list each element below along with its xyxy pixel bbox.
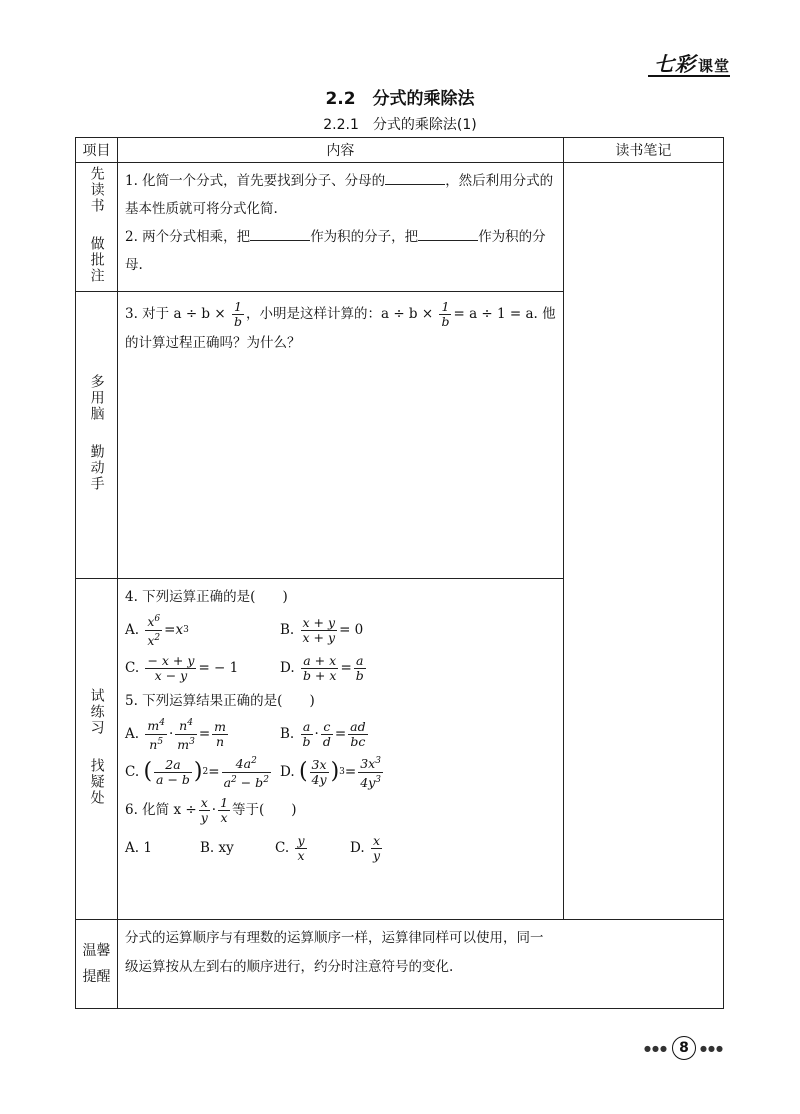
option-a[interactable]: A. $\frac{x^6}{x^2}$ = x 3 (125, 614, 189, 648)
study-table (75, 137, 724, 1009)
fraction: $\frac{1}{b}$ (233, 299, 242, 329)
question-6: 6. 化简 x ÷ $\frac{x}{y}$ · $\frac{1}{x}$ 等于( ) (125, 794, 297, 825)
content-think (118, 292, 564, 579)
label-practice: 试练习 找疑处 (76, 579, 118, 920)
content-read (118, 163, 564, 292)
question-5-options (125, 715, 556, 791)
option-b[interactable]: B. xy (200, 840, 234, 856)
blank-2 (250, 225, 310, 241)
header-row (76, 138, 724, 163)
option-a[interactable]: A. 1 (125, 840, 152, 856)
header-content: 内容 (118, 138, 564, 163)
label-read: 先读书 做批注 (76, 163, 118, 292)
option-d[interactable]: D. $\frac{a + x}{b + x}$ = $\frac{a}{b}$ (280, 652, 364, 683)
label-think: 多用脑 勤动手 (76, 292, 118, 579)
option-d[interactable]: D. ( $\frac{3x}{4y}$ ) 3 = $\frac{3x^3}{4y^3}$ (280, 756, 381, 790)
question-4-options (125, 611, 556, 687)
question-5: 5. 下列运算结果正确的是( ) (125, 693, 315, 709)
question-2: 2. 两个分式相乘，把 作为积的分子，把 作为积的分母. (125, 223, 556, 279)
section-subtitle: 2.2.1 分式的乘除法(1) (323, 117, 477, 133)
question-6-options (125, 829, 556, 867)
row-read (76, 163, 724, 292)
option-c[interactable]: C. ( $\frac{2a}{a - b}$ ) 2 = $\frac{4a^2}{a^2 - b^2}$ (125, 756, 269, 790)
option-c[interactable]: C. $\frac{y}{x}$ (275, 832, 305, 863)
content-tip: 分式的运算顺序与有理数的运算顺序一样，运算律同样可以使用，同一级运算按从左到右的顺序进行，约分时注意符号的变化. (118, 920, 724, 1009)
brand-underline (648, 75, 730, 77)
notes-column[interactable] (563, 163, 723, 920)
question-1: 1. 化简一个分式，首先要找到分子、分母的 ，然后利用分式的基本性质就可将分式化简. (125, 167, 556, 223)
option-c[interactable]: C. $\frac{- x + y}{x - y}$ = − 1 (125, 652, 239, 683)
label-tip: 温馨提醒 (76, 920, 118, 1009)
option-a[interactable]: A. $\frac{m^4}{n^5}$ · $\frac{n^4}{m^3}$ = $\frac{m}{n}$ (125, 718, 227, 752)
section-title: 2.2 分式的乘除法 (325, 89, 475, 109)
fraction: $\frac{1}{b}$ (441, 299, 450, 329)
header-notes: 读书笔记 (563, 138, 723, 163)
page-number: ●●● 8 ●●● (640, 1037, 728, 1059)
blank-1 (385, 169, 445, 185)
question-4: 4. 下列运算正确的是( ) (125, 589, 288, 605)
blank-3 (418, 225, 478, 241)
header-item: 项目 (76, 138, 118, 163)
option-b[interactable]: B. $\frac{a}{b}$ · $\frac{c}{d}$ = $\frac{ad}{bc}$ (280, 718, 366, 749)
content-practice (118, 579, 564, 920)
option-d[interactable]: D. $\frac{x}{y}$ (350, 832, 381, 863)
option-b[interactable]: B. $\frac{x + y}{x + y}$ = 0 (280, 614, 364, 645)
brand-logo: 七彩 课堂 (653, 52, 730, 76)
row-tip (76, 920, 724, 1009)
question-3: 3. 对于 a ÷ b × $\frac{1}{b}$ ，小明是这样计算的：a ÷ b × $\frac{1}{b}$ = a ÷ 1 = a. 他的计算过程正确吗？为什么？ (125, 299, 556, 351)
